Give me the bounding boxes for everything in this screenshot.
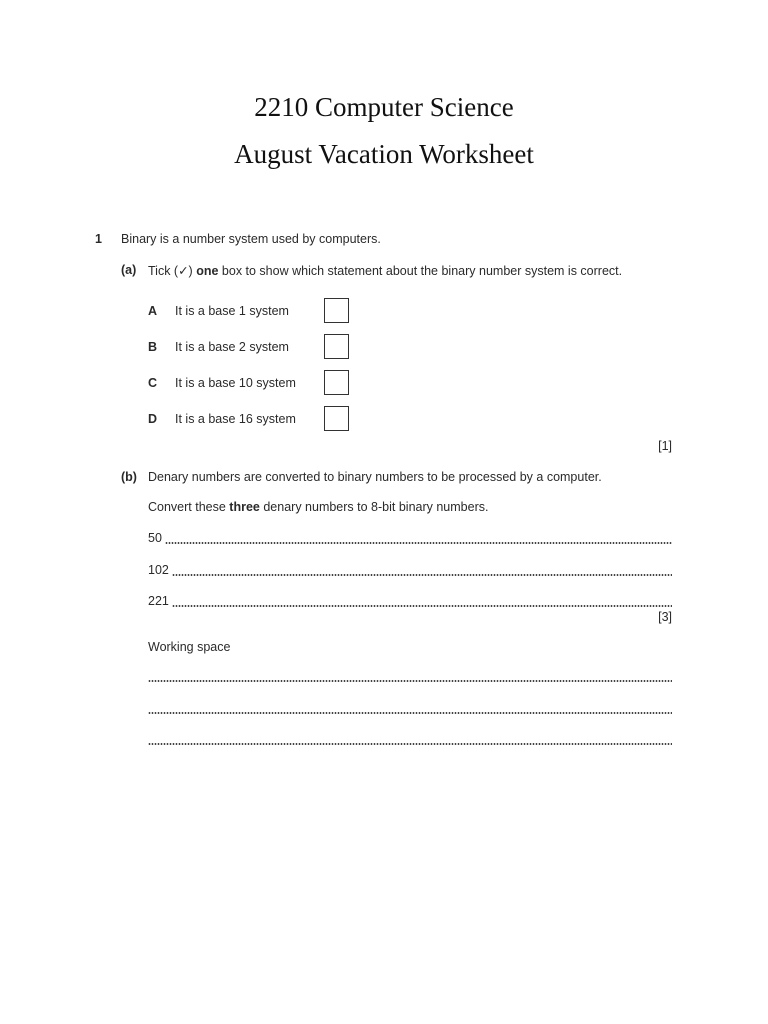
part-a-marks: [1] (658, 439, 672, 453)
option-text-a: It is a base 1 system (175, 304, 289, 318)
option-c-tickbox[interactable] (324, 370, 349, 395)
option-letter-d: D (148, 412, 158, 426)
part-b-instr-pre: Convert these (148, 500, 230, 514)
answer-row-221[interactable] (148, 593, 672, 609)
part-a-text-bold: one (196, 264, 219, 278)
option-letter-b: B (148, 340, 158, 354)
answer-row-102[interactable] (148, 562, 672, 578)
working-line[interactable] (148, 712, 672, 714)
option-text-b: It is a base 2 system (175, 340, 289, 354)
option-a-tickbox[interactable] (324, 298, 349, 323)
working-line[interactable] (148, 680, 672, 682)
part-b-instruction (148, 500, 488, 514)
part-b-instr-bold: three (229, 500, 260, 514)
question-number: 1 (95, 232, 102, 246)
answer-dotted-line[interactable] (165, 542, 672, 544)
option-letter-a: A (148, 304, 158, 318)
question-stem: Binary is a number system used by computers. (121, 232, 381, 246)
denary-number: 102 (148, 563, 169, 577)
part-a-label: (a) (121, 263, 137, 277)
working-line[interactable] (148, 743, 672, 745)
worksheet-title-line1: 2210 Computer Science (254, 92, 514, 122)
answer-dotted-line[interactable] (172, 605, 672, 607)
denary-number: 50 (148, 531, 162, 545)
answer-dotted-line[interactable] (172, 574, 672, 576)
part-a-text-pre: Tick (✓) (148, 264, 197, 278)
denary-number: 221 (148, 594, 169, 608)
worksheet-title-line2: August Vacation Worksheet (234, 139, 534, 169)
option-d-tickbox[interactable] (324, 406, 349, 431)
part-b-instr-post: denary numbers to 8-bit binary numbers. (259, 500, 489, 514)
part-b-marks: [3] (658, 610, 672, 624)
part-a-text-post: box to show which statement about the binary number system is correct. (218, 264, 623, 278)
part-a-instruction (148, 263, 622, 278)
option-text-c: It is a base 10 system (175, 376, 296, 390)
option-b-tickbox[interactable] (324, 334, 349, 359)
option-letter-c: C (148, 376, 158, 390)
answer-row-50[interactable] (148, 530, 672, 546)
option-text-d: It is a base 16 system (175, 412, 296, 426)
part-b-text: Denary numbers are converted to binary numbers to be processed by a computer. (148, 470, 602, 484)
working-space-label: Working space (148, 640, 231, 654)
part-b-label: (b) (121, 470, 137, 484)
